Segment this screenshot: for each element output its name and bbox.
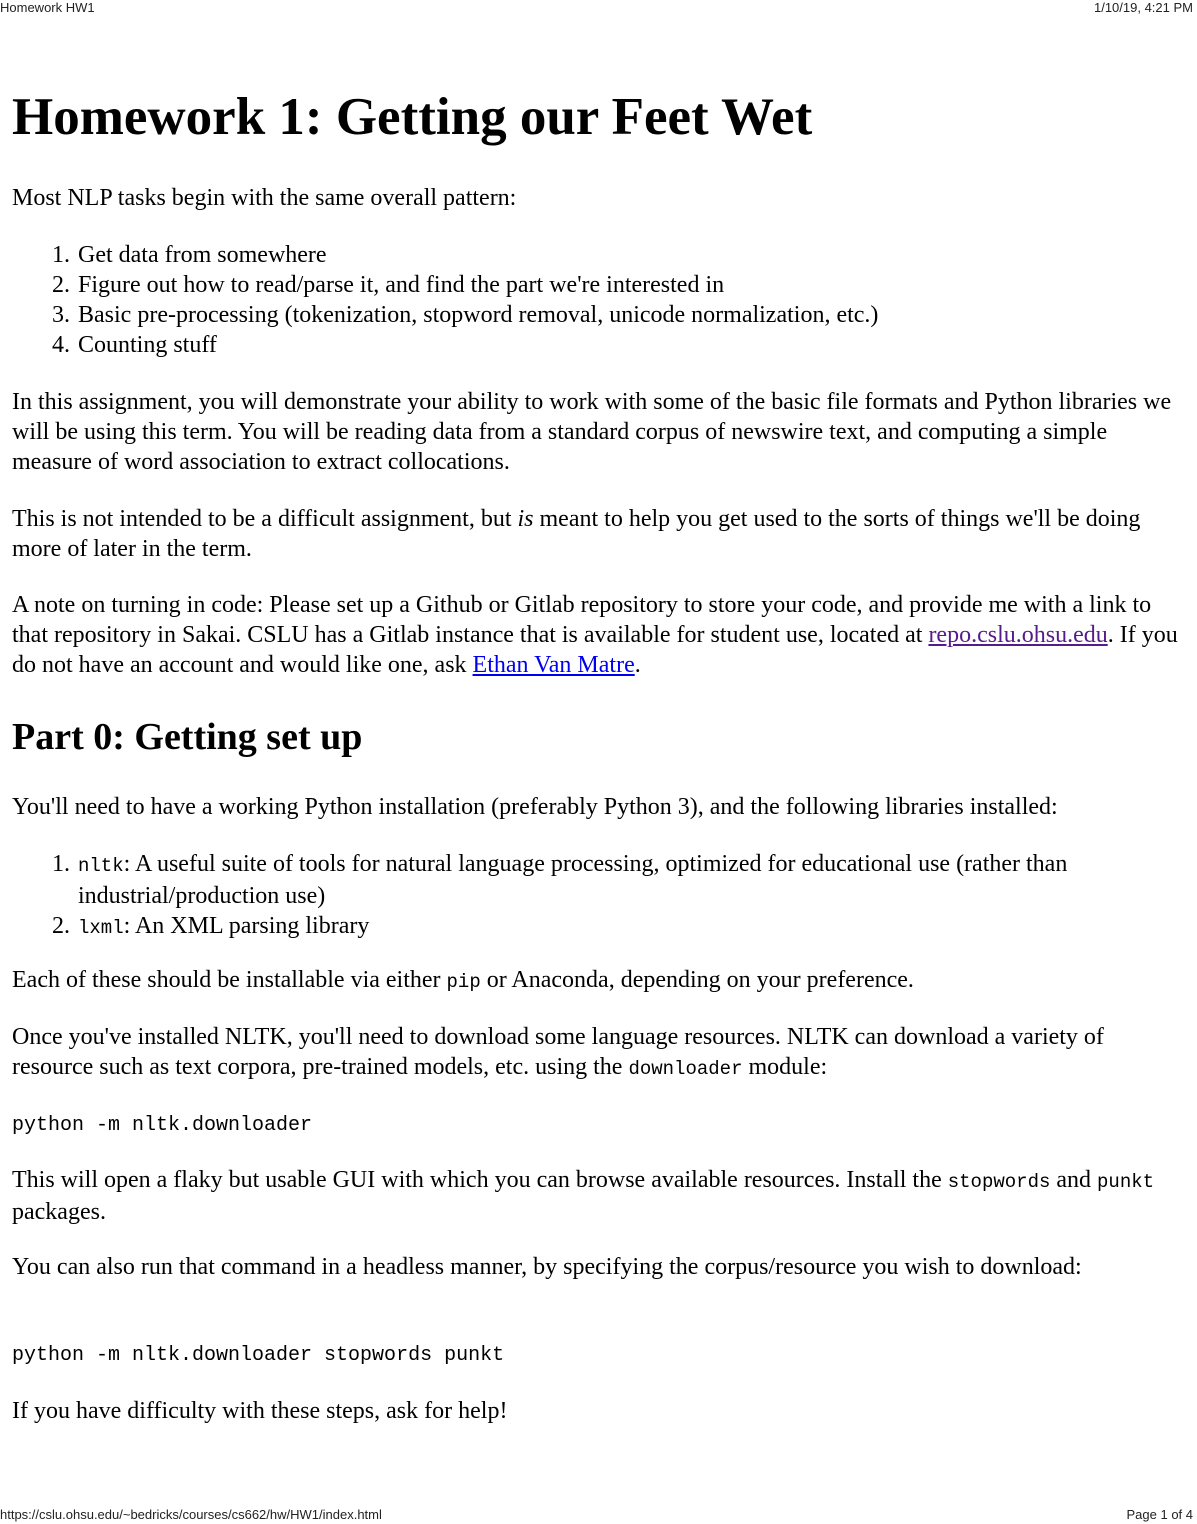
pip-code: pip — [446, 971, 481, 993]
part0-heading: Part 0: Getting set up — [12, 716, 363, 758]
intro-paragraph: Most NLP tasks begin with the same overall pattern: — [12, 185, 517, 211]
print-footer-url: https://cslu.ohsu.edu/~bedricks/courses/cs662/hw/HW1/index.html — [0, 1507, 382, 1522]
list-item: 1. nltk: A useful suite of tools for natural language processing, optimized for educational use (rather than industrial/production use) — [52, 851, 1068, 909]
assignment-paragraph: In this assignment, you will demonstrate your ability to work with some of the basic file formats and Python libraries we will be using this term. You will be reading data from a standard corpus of newswire text, and computing a simple measure of word association to extract collocations. — [12, 389, 1172, 475]
list-item: 2. lxml: An XML parsing library — [52, 913, 370, 939]
emphasis-is: is — [517, 506, 534, 532]
punkt-code: punkt — [1097, 1171, 1155, 1193]
print-header-title: Homework HW1 — [0, 0, 95, 15]
list-item: 2. Figure out how to read/parse it, and find the part we're interested in — [52, 272, 725, 298]
list-item: 4. Counting stuff — [52, 332, 217, 358]
nltk-code: nltk — [78, 855, 124, 877]
help-paragraph: If you have difficulty with these steps, ask for help! — [12, 1398, 508, 1424]
command-block-1: python -m nltk.downloader — [12, 1114, 313, 1137]
list-item: 1. Get data from somewhere — [52, 242, 327, 268]
print-header-datetime: 1/10/19, 4:21 PM — [1093, 0, 1193, 15]
print-footer-page: Page 1 of 4 — [1126, 1507, 1193, 1522]
libraries-list — [12, 849, 1187, 943]
difficulty-paragraph: This is not intended to be a difficult assignment, but is meant to help you get used to the sorts of things we'll be doing more of later in the term. — [12, 506, 1141, 562]
install-paragraph: Each of these should be installable via either pip or Anaconda, depending on your preference. — [12, 967, 914, 993]
turn-in-paragraph: A note on turning in code: Please set up a Github or Gitlab repository to store your code, and provide me with a link to that repository in Sakai. CSLU has a Gitlab instance that is available for student use, located at repo.cslu.ohsu.edu. If you do not have an account and would like one, ask Ethan Van Matre. — [12, 592, 1178, 678]
repo-link[interactable]: repo.cslu.ohsu.edu — [928, 622, 1108, 648]
downloader-code: downloader — [628, 1058, 743, 1080]
print-header — [0, 0, 1197, 18]
command-block-2: python -m nltk.downloader stopwords punkt — [12, 1344, 505, 1367]
ethan-van-matre-link[interactable]: Ethan Van Matre — [472, 652, 635, 678]
headless-paragraph: You can also run that command in a headless manner, by specifying the corpus/resource you wish to download: — [12, 1254, 1082, 1280]
steps-list — [12, 240, 1187, 360]
page-title: Homework 1: Getting our Feet Wet — [12, 88, 813, 146]
print-footer — [0, 1506, 1197, 1524]
list-item: 3. Basic pre-processing (tokenization, stopword removal, unicode normalization, etc.) — [52, 302, 879, 328]
download-paragraph: Once you've installed NLTK, you'll need to download some language resources. NLTK can download a variety of resource such as text corpora, pre-trained models, etc. using the downloader module: — [12, 1024, 1104, 1080]
lxml-code: lxml — [78, 917, 124, 939]
stopwords-code: stopwords — [947, 1171, 1051, 1193]
gui-paragraph: This will open a flaky but usable GUI with which you can browse available resources. Install the stopwords and punkt packages. — [12, 1167, 1155, 1225]
requirements-paragraph: You'll need to have a working Python installation (preferably Python 3), and the following libraries installed: — [12, 794, 1058, 820]
